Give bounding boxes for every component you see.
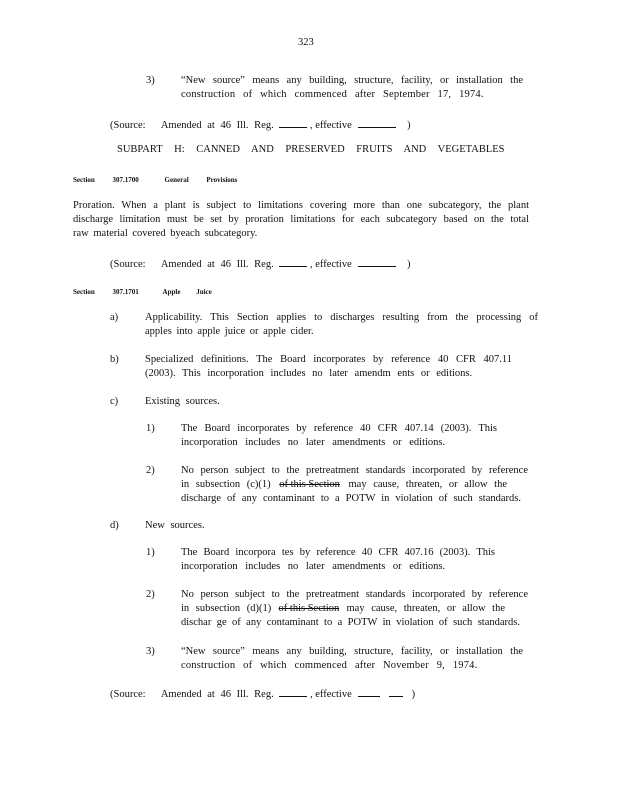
section-label: Section [73, 176, 95, 184]
blank-line [358, 117, 396, 128]
source-text: , effective [309, 120, 352, 131]
paragraph-line: incorporation includes no later amendments or editions. [181, 437, 446, 448]
paragraph-line: discharge of any contaminant to a POTW in violation of such standards. [181, 493, 521, 504]
source-label: (Source: [110, 689, 146, 700]
source-label: (Source: [110, 120, 146, 131]
paragraph-line: The Board incorporates by reference 40 CFR 407.14 (2003). This [181, 423, 497, 434]
text-span: in subsection (d)(1) [181, 603, 272, 614]
struck-text: of this Section [278, 603, 340, 614]
item-number: d) [110, 520, 119, 531]
paragraph-line: discharge limitation must be set by proration limitations for each subcategory based on the total [73, 214, 529, 225]
item-number: c) [110, 396, 119, 407]
blank-line [389, 686, 403, 697]
source-label: (Source: [110, 259, 146, 270]
paragraph-line: The Board incorpora tes by reference 40 CFR 407.16 (2003). This [181, 547, 495, 558]
blank-line [358, 256, 396, 267]
section-title: Apple [162, 288, 181, 296]
paragraph-line [181, 602, 505, 616]
subitem-number: 3) [146, 646, 155, 657]
section-heading [73, 173, 237, 187]
subitem-number: 2) [146, 589, 155, 600]
paragraph-line: Applicability. This Section applies to discharges resulting from the processing of [145, 312, 538, 323]
subitem-number: 2) [146, 465, 155, 476]
text-span: in subsection (c)(1) [181, 479, 271, 490]
paragraph-line [181, 478, 507, 492]
source-note [110, 117, 411, 133]
paragraph-line: raw material covered byeach subcategory. [73, 228, 258, 239]
blank-line [279, 117, 307, 128]
page-number: 323 [298, 37, 314, 48]
paragraph-line: (2003). This incorporation includes no later amendm ents or editions. [145, 368, 473, 379]
section-number: 307.1701 [112, 288, 139, 296]
paragraph-line: Specialized definitions. The Board incorporates by reference 40 CFR 407.11 [145, 354, 512, 365]
paragraph-line: apples into apple juice or apple cider. [145, 326, 314, 337]
source-note [110, 686, 415, 702]
section-title: Juice [196, 288, 212, 296]
source-text: , effective [309, 689, 352, 700]
source-text: , effective [309, 259, 352, 270]
section-label: Section [73, 288, 95, 296]
text-span: may cause, threaten, or allow the [348, 479, 507, 490]
paragraph-line: “New source” means any building, structure, facility, or installation the [181, 75, 523, 86]
struck-text: of this Section [279, 479, 340, 490]
blank-line [279, 686, 307, 697]
source-close: ) [407, 120, 411, 131]
section-number: 307.1700 [112, 176, 139, 184]
item-number: 3) [146, 75, 155, 86]
item-number: b) [110, 354, 119, 365]
section-title: General [164, 176, 189, 184]
section-title: Provisions [206, 176, 238, 184]
paragraph-line: “New source” means any building, structure, facility, or installation the [181, 646, 523, 657]
source-close: ) [411, 689, 416, 700]
paragraph-line: Proration. When a plant is subject to limitations covering more than one subcategory, the plant [73, 200, 529, 211]
paragraph-line: construction of which commenced after November 9, 1974. [181, 660, 478, 671]
source-text: Amended at 46 Ill. Reg. [160, 120, 274, 131]
source-text: Amended at 46 Ill. Reg. [160, 689, 274, 700]
blank-line [358, 686, 380, 697]
section-heading [73, 285, 212, 299]
item-number: a) [110, 312, 119, 323]
subitem-number: 1) [146, 423, 155, 434]
item-label: Existing sources. [145, 396, 220, 407]
source-text: Amended at 46 Ill. Reg. [160, 259, 274, 270]
source-close: ) [407, 259, 411, 270]
paragraph-line: No person subject to the pretreatment standards incorporated by reference [181, 589, 528, 600]
subitem-number: 1) [146, 547, 155, 558]
text-span: may cause, threaten, or allow the [346, 603, 505, 614]
source-note [110, 256, 411, 272]
blank-line [279, 256, 307, 267]
paragraph-line: No person subject to the pretreatment standards incorporated by reference [181, 465, 528, 476]
subpart-title: SUBPART H: CANNED AND PRESERVED FRUITS AND VEGETABLES [117, 144, 505, 155]
item-label: New sources. [145, 520, 205, 531]
paragraph-line: dischar ge of any contaminant to a POTW in violation of such standards. [181, 617, 520, 628]
paragraph-line: construction of which commenced after September 17, 1974. [181, 89, 484, 100]
paragraph-line: incorporation includes no later amendments or editions. [181, 561, 446, 572]
